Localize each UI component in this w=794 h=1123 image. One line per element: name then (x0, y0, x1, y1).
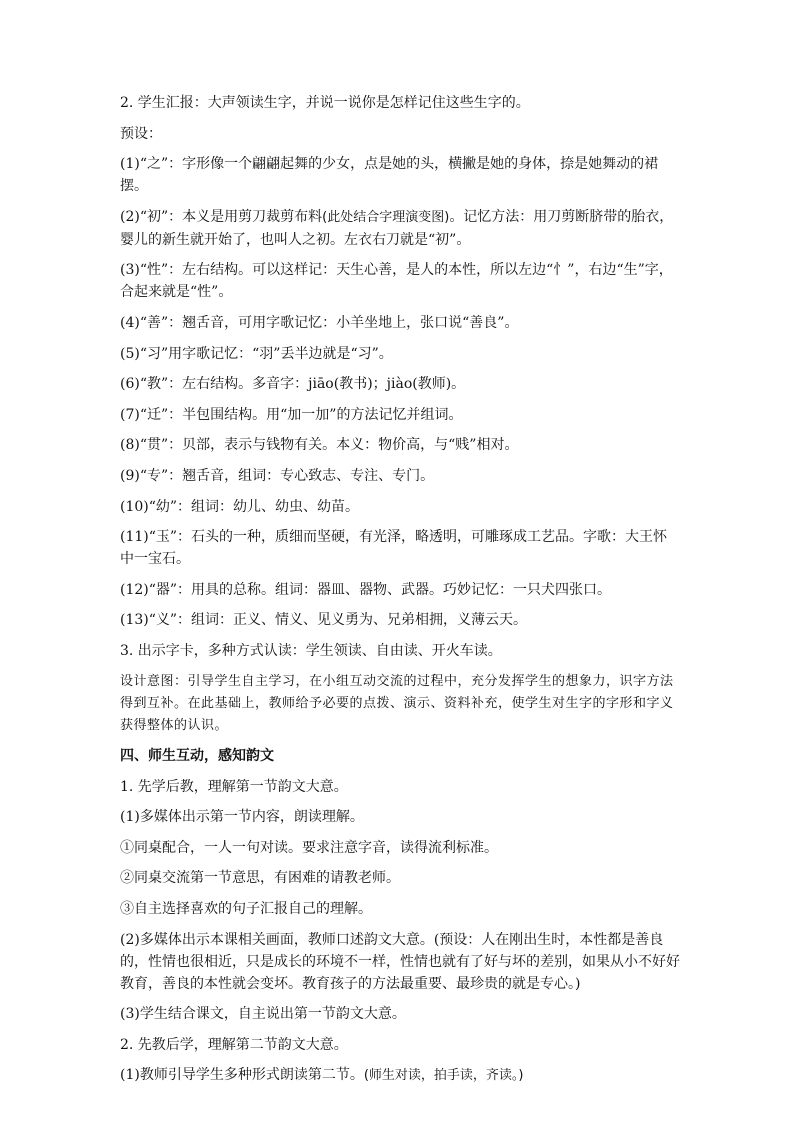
char-item-yu: (11)“玉”：石头的一种，质细而坚硬，有光泽，略透明，可雕琢成工艺品。字歌：大王怀中一宝石。 (120, 529, 668, 568)
char-item-chu-text: (2)“初”：本义是用剪刀裁剪布料 (120, 208, 323, 225)
section-heading-4: 四、师生互动，感知韵文 (120, 748, 274, 765)
substep-2-multimedia: (2)多媒体出示本课相关画面，教师口述韵文大意。(预设：人在刚出生时，本性都是善良的，性情也很相近，只是成长的环境不一样，性情也就有了好与坏的差别，如果从小不好好教育，善良的本性就会变坏。教育孩子的方法最重要、最珍贵的就是专心。) (120, 931, 680, 992)
char-item-zhuan: (9)“专”：翘舌音，组词：专心致志、专注、专门。 (120, 467, 435, 484)
circled-item-1: ①同桌配合，一人一句对读。要求注意字音，读得流利标准。 (120, 839, 498, 856)
char-item-qi: (12)“器”：用具的总称。组词：器皿、器物、武器。巧妙记忆：一只犬四张口。 (120, 581, 612, 598)
char-item-chu-note: (此处结合字理演变图) (322, 209, 450, 225)
char-item-zhi: (1)“之”：字形像一个翩翩起舞的少女，点是她的头，横撇是她的身体，捺是她舞动的裙摆。 (120, 156, 659, 195)
step-2-report: 2. 学生汇报：大声领读生字，并说一说你是怎样记住这些生字的。 (120, 95, 530, 111)
circled-item-3: ③自主选择喜欢的句子汇报自己的理解。 (120, 901, 372, 918)
char-item-qian: (7)“迁”：半包围结构。用“加一加”的方法记忆并组词。 (120, 406, 463, 423)
char-item-jiao: (6)“教”：左右结构。多音字：jiāo(教书)；jiào(教师)。 (120, 376, 466, 393)
char-item-chu-after: 。记忆方法：用刀剪断脐带的胎衣，婴儿的新生就开始了，也叫人之初。左衣右刀就是“初”。 (120, 208, 674, 248)
substep-1-reading-note: (师生对读，拍手读，齐读。) (363, 1068, 524, 1084)
char-item-xi: (5)“习”用字歌记忆：“羽”丢半边就是“习”。 (120, 345, 393, 362)
design-intent: 设计意图：引导学生自主学习，在小组互动交流的过程中，充分发挥学生的想象力，识字方法得到互补。在此基础上，教师给予必要的点拨、演示、资料补充，使学生对生字的字形和字义获得整体的认识。 (120, 673, 674, 733)
preset-label: 预设： (120, 125, 162, 142)
substep-1-reading-text: (1)教师引导学生多种形式朗读第二节。 (120, 1067, 364, 1084)
char-item-guan: (8)“贯”：贝部，表示与钱物有关。本义：物价高，与“贱”相对。 (120, 437, 519, 454)
char-item-xing: (3)“性”：左右结构。可以这样记：天生心善，是人的本性，所以左边“忄”，右边“生”字，合起来就是“性”。 (120, 262, 673, 301)
step-2-teach-first: 2. 先教后学，理解第二节韵文大意。 (120, 1036, 348, 1053)
circled-item-2: ②同桌交流第一节意思，有困难的请教老师。 (120, 870, 400, 887)
step-1-learn-first: 1. 先学后教，理解第一节韵文大意。 (120, 778, 348, 795)
step-3-cards: 3. 出示字卡，多种方式认读：学生领读、自由读、开火车读。 (120, 642, 502, 659)
char-item-chu (120, 206, 680, 251)
char-item-yi: (13)“义”：组词：正义、情义、见义勇为、兄弟相拥，义薄云天。 (120, 612, 528, 629)
document-page (120, 92, 680, 1095)
substep-3-students: (3)学生结合课文，自主说出第一节韵文大意。 (120, 1006, 406, 1023)
substep-1-multimedia: (1)多媒体出示第一节内容，朗读理解。 (120, 809, 364, 826)
char-item-you: (10)“幼”：组词：幼儿、幼虫、幼苗。 (120, 498, 360, 515)
char-item-shan: (4)“善”：翘舌音，可用字歌记忆：小羊坐地上，张口说“善良”。 (120, 314, 519, 331)
substep-1-reading (120, 1064, 680, 1086)
